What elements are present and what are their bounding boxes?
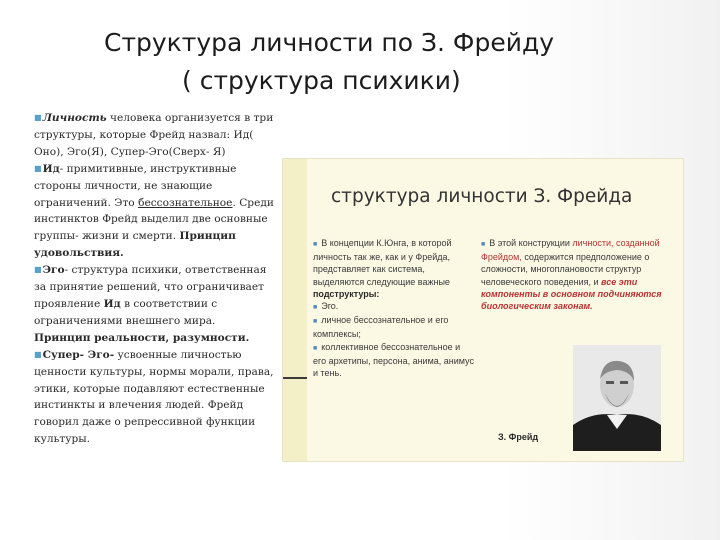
freud-portrait-icon bbox=[573, 345, 661, 451]
title-line-1: Структура личности по З. Фрейду bbox=[104, 28, 555, 57]
photo-caption: З. Фрейд bbox=[498, 432, 539, 442]
bullet-icon: ■ bbox=[313, 344, 318, 352]
main-text bbox=[34, 110, 274, 448]
term-personality: Личность bbox=[42, 112, 107, 124]
inset-slide-image bbox=[282, 158, 684, 462]
bullet-icon: ■ bbox=[34, 265, 42, 275]
term-ego: Эго bbox=[42, 264, 65, 277]
inset-bold-substructures: подструктуры: bbox=[313, 288, 380, 299]
inset-text-personal: личное бессознательное и его комплексы; bbox=[313, 315, 449, 340]
bullet-icon: ■ bbox=[313, 304, 318, 312]
bullet-icon: ■ bbox=[313, 318, 318, 326]
inset-text-collective: коллективное бессознательное и его архетипы, персона, анима, анимус и тень. bbox=[313, 341, 474, 379]
inset-freud-text-2: содержится предположение о сложности, многоплановости структур человеческого поведения, и bbox=[481, 252, 650, 287]
term-id-ref: Ид bbox=[103, 297, 121, 310]
inset-photo-layer bbox=[283, 159, 683, 461]
bullet-icon: ■ bbox=[481, 241, 486, 248]
text-id-2: . Среди инстинктов Фрейд выделил две основные группы- жизни и смерти. bbox=[34, 196, 274, 243]
paragraph-personality bbox=[34, 110, 274, 161]
inset-freud-red-1: личности, созданной Фрейдом, bbox=[481, 238, 660, 263]
inset-text-ego: Эго. bbox=[321, 301, 339, 312]
bullet-icon: ■ bbox=[313, 241, 318, 248]
term-superego: Супер- Эго- bbox=[42, 348, 115, 361]
freud-photo bbox=[573, 345, 661, 451]
paragraph-ego bbox=[34, 262, 274, 347]
text-superego: усвоенные личностью ценности культуры, нормы морали, права, этики, которые подавляют естественные инстинкты и влечения людей. Фрейд говорил даже о репрессивной функции культуры. bbox=[34, 348, 274, 446]
inset-freud-text-1: В этой конструкции bbox=[489, 238, 573, 248]
text-personality: человека организуется в три структуры, которые Фрейд назвал: Ид( Оно), Эго(Я), Супер-Эго(Сверх- Я) bbox=[34, 112, 274, 158]
paragraph-id bbox=[34, 161, 274, 262]
inset-title: структура личности З. Фрейда bbox=[331, 186, 633, 207]
bullet-icon: ■ bbox=[34, 163, 42, 173]
unconscious-text: бессознательное bbox=[138, 196, 233, 209]
text-ego: - структура психики, ответственная за принятие решений, что ограничивает проявление bbox=[34, 264, 267, 310]
term-id: Ид bbox=[42, 162, 60, 175]
text-ego-2: в соответствии с ограничениями внешнего мира. bbox=[34, 297, 218, 327]
inset-freud-red-2: все эти компоненты в основном подчиняются биологическим законам. bbox=[481, 276, 662, 312]
inset-text-1: В концепции К.Юнга, в которой личность так же, как и у Фрейда, представляет как система, выделяются следующие важные bbox=[313, 238, 452, 287]
bullet-icon: ■ bbox=[34, 349, 42, 359]
bullet-icon: ■ bbox=[34, 113, 42, 122]
reality-principle: Принцип реальности, разумности. bbox=[34, 331, 250, 344]
title-line-2: ( структура психики) bbox=[182, 66, 461, 95]
pleasure-principle: Принцип удовольствия. bbox=[34, 230, 236, 260]
paragraph-superego bbox=[34, 347, 274, 448]
text-id: - примитивные, инструктивные стороны личности, не знающие ограничений. Это bbox=[34, 162, 237, 209]
